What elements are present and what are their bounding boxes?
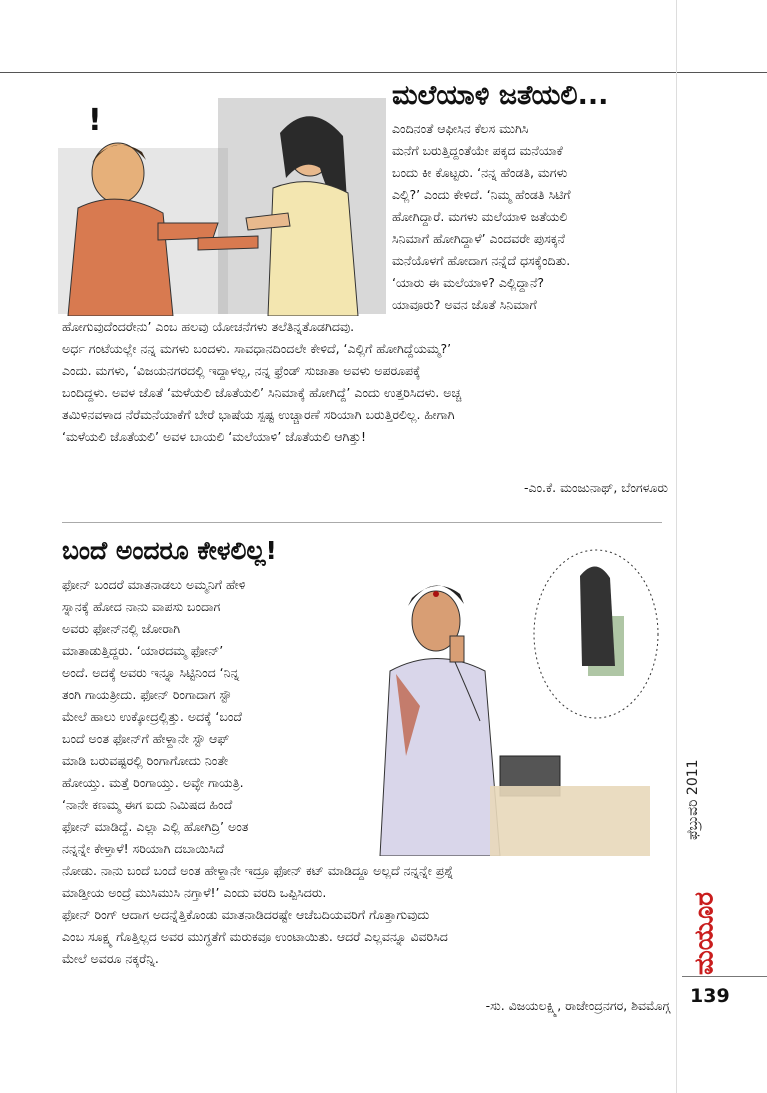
article2-body-full: ನೋಡು. ನಾನು ಬಂದೆ ಬಂದೆ ಅಂತ ಹೇಳ್ದಾನೇ ಇದ್ರೂ ಫೋನ್ ಕಟ್ ಮಾಡಿದ್ದೂ ಅಲ್ಲದೆ ನನ್ನನ್ನೇ ಪ್ರಶ್ನೆ ಮಾಡ್ತೀಯ ಅಂದ್ರೆ ಮುಸಿಮುಸಿ ನಗ್ತಾಳೆ!’ ಎಂದು ವರದಿ ಒಪ್ಪಿಸಿದರು. ಫೋನ್ ರಿಂಗ್ ಆದಾಗ ಅದನ್ನೆತ್ತಿಕೊಂಡು ಮಾತನಾಡಿದರಷ್ಟೇ ಆಚೆಬದಿಯವರಿಗೆ ಗೊತ್ತಾಗುವುದು ಎಂಬ ಸೂಕ್ಷ್ಮ ಗೊತ್ತಿಲ್ಲದ ಅವರ ಮುಗ್ಧತೆಗೆ ಮರುಕವೂ ಉಂಟಾಯಿತು. ಆದರೆ ಎಲ್ಲವನ್ನೂ ವಿವರಿಸಿದ ಮೇಲೆ ಅವರೂ ನಕ್ಕರೆನ್ನಿ.	[62, 863, 454, 966]
page-number-rule	[682, 976, 767, 977]
article1-signature: -ಎಂ.ಕೆ. ಮಂಜುನಾಥ್, ಬೆಂಗಳೂರು	[523, 480, 668, 495]
article-divider	[62, 522, 662, 523]
top-rule	[0, 72, 767, 73]
article2-signature: -ಸು. ವಿಜಯಲಕ್ಷ್ಮಿ, ರಾಜೇಂದ್ರನಗರ, ಶಿವಮೊಗ್ಗ	[485, 998, 670, 1013]
article2-body-wrap: ಫೋನ್ ಬಂದರೆ ಮಾತನಾಡಲು ಅಮ್ಮನಿಗೆ ಹೇಳಿ ಸ್ನಾನಕ್ಕೆ ಹೋದ ನಾನು ವಾಪಸು ಬಂದಾಗ ಅವರು ಫೋನ್‌ನಲ್ಲಿ ಜೋರಾಗಿ ಮಾತಾಡುತ್ತಿದ್ದರು. ‘ಯಾರದಮ್ಮ ಫೋನ್’ ಅಂದೆ. ಅದಕ್ಕೆ ಅವರು ಇನ್ನೂ ಸಿಟ್ಟಿನಿಂದ ‘ನಿನ್ನ ತಂಗಿ ಗಾಯತ್ರೀದು. ಫೋನ್ ರಿಂಗಾದಾಗ ಸ್ಟೌ ಮೇಲೆ ಹಾಲು ಉಕ್ಕೋದ್ರಲ್ಲಿತ್ತು. ಅದಕ್ಕೆ ‘ಬಂದೆ ಬಂದೆ ಅಂತ ಫೋನ್‌ಗೆ ಹೇಳ್ದಾನೇ ಸ್ಟೌ ಆಫ್ ಮಾಡಿ ಬರುವಷ್ಟರಲ್ಲಿ ರಿಂಗಾಗೋದು ನಿಂತೇ ಹೋಯ್ತು. ಮತ್ತೆ ರಿಂಗಾಯ್ತು. ಅವ್ಳೇ ಗಾಯತ್ರಿ. ‘ನಾನೇ ಕಣಮ್ಮ ಈಗ ಐದು ನಿಮಿಷದ ಹಿಂದೆ ಫೋನ್ ಮಾಡಿದ್ದೆ. ಎಲ್ಲಾ ಎಲ್ಲಿ ಹೋಗಿದ್ರಿ’ ಅಂತ ನನ್ನನ್ನೇ ಕೇಳ್ತಾಳೆ! ಸರಿಯಾಗಿ ದಬಾಯಿಸಿದೆ	[62, 577, 249, 856]
article2-title: ಬಂದೆ ಅಂದರೂ ಕೇಳಲಿಲ್ಲ!	[62, 536, 277, 565]
page-number: 139	[690, 985, 730, 1007]
article1-body-wrap: ಎಂದಿನಂತೆ ಆಫೀಸಿನ ಕೆಲಸ ಮುಗಿಸಿ ಮನೆಗೆ ಬರುತ್ತಿದ್ದಂತೆಯೇ ಪಕ್ಕದ ಮನೆಯಾಕೆ ಬಂದು ಕೀ ಕೊಟ್ಟರು. ‘ನನ್ನ ಹೆಂಡತಿ, ಮಗಳು ಎಲ್ಲಿ?’ ಎಂದು ಕೇಳಿದೆ. ‘ನಿಮ್ಮ ಹೆಂಡತಿ ಸಿಟಿಗೆ ಹೋಗಿದ್ದಾರೆ. ಮಗಳು ಮಲೆಯಾಳಿ ಜತೆಯಲಿ ಸಿನಿಮಾಗೆ ಹೋಗಿದ್ದಾಳೆ’ ಎಂದವರೇ ಪುಸಕ್ಕನೆ ಮನೆಯೊಳಗೆ ಹೋದಾಗ ನನ್ನೆದೆ ಧಸಕ್ಕೆಂದಿತು. ‘ಯಾರು ಈ ಮಲೆಯಾಳಿ? ಎಲ್ಲಿದ್ದಾನೆ? ಯಾವೂರು? ಅವನ ಜೊತೆ ಸಿನಿಮಾಗೆ	[392, 121, 571, 312]
illustration-man-woman	[58, 88, 388, 316]
magazine-name	[682, 888, 728, 974]
margin-rule	[676, 0, 677, 1093]
illustration-woman-phone	[360, 546, 670, 856]
svg-text:!: !	[88, 103, 102, 138]
article1-body-full: ಹೋಗುವುದೆಂದರೇನು’ ಎಂಬ ಹಲವು ಯೋಚನೆಗಳು ತಲೆತಿನ್ನತೊಡಗಿದವು. ಅರ್ಧ ಗಂಟೆಯಲ್ಲೇ ನನ್ನ ಮಗಳು ಬಂದಳು. ಸಾವಧಾನದಿಂದಲೇ ಕೇಳಿದೆ, ‘ಎಲ್ಲಿಗೆ ಹೋಗಿದ್ದೆಯಮ್ಮ?’ ಎಂದು. ಮಗಳು, ‘ವಿಜಯನಗರದಲ್ಲಿ ಇದ್ದಾಳಲ್ಲ, ನನ್ನ ಫ್ರೆಂಡ್ ಸುಜಾತಾ ಅವಳು ಅಪರೂಪಕ್ಕೆ ಬಂದಿದ್ದಳು. ಅವಳ ಜೊತೆ ‘ಮಳೆಯಲಿ ಜೊತೆಯಲಿ’ ಸಿನಿಮಾಕ್ಕೆ ಹೋಗಿದ್ದೆ’ ಎಂದು ಉತ್ತರಿಸಿದಳು. ಅಚ್ಚ ತಮಿಳಿನವಳಾದ ನೆರೆಮನೆಯಾಕೆಗೆ ಬೇರೆ ಭಾಷೆಯ ಸ್ಪಷ್ಟ ಉಚ್ಚಾರಣೆ ಸರಿಯಾಗಿ ಬರುತ್ತಿರಲಿಲ್ಲ. ಹೀಗಾಗಿ ‘ಮಳೆಯಲಿ ಜೊತೆಯಲಿ’ ಅವಳ ಬಾಯಲಿ ‘ಮಲೆಯಾಳಿ’ ಜೊತೆಯಲಿ ಆಗಿತ್ತು!	[62, 319, 462, 444]
issue-date-text: ಫೆಬ್ರುವರಿ 2011	[685, 759, 701, 840]
article1-title: ಮಲೆಯಾಳಿ ಜತೆಯಲಿ...	[392, 80, 609, 111]
issue-date	[675, 759, 715, 870]
magazine-name-text: ಮಯೂರ	[689, 892, 720, 975]
